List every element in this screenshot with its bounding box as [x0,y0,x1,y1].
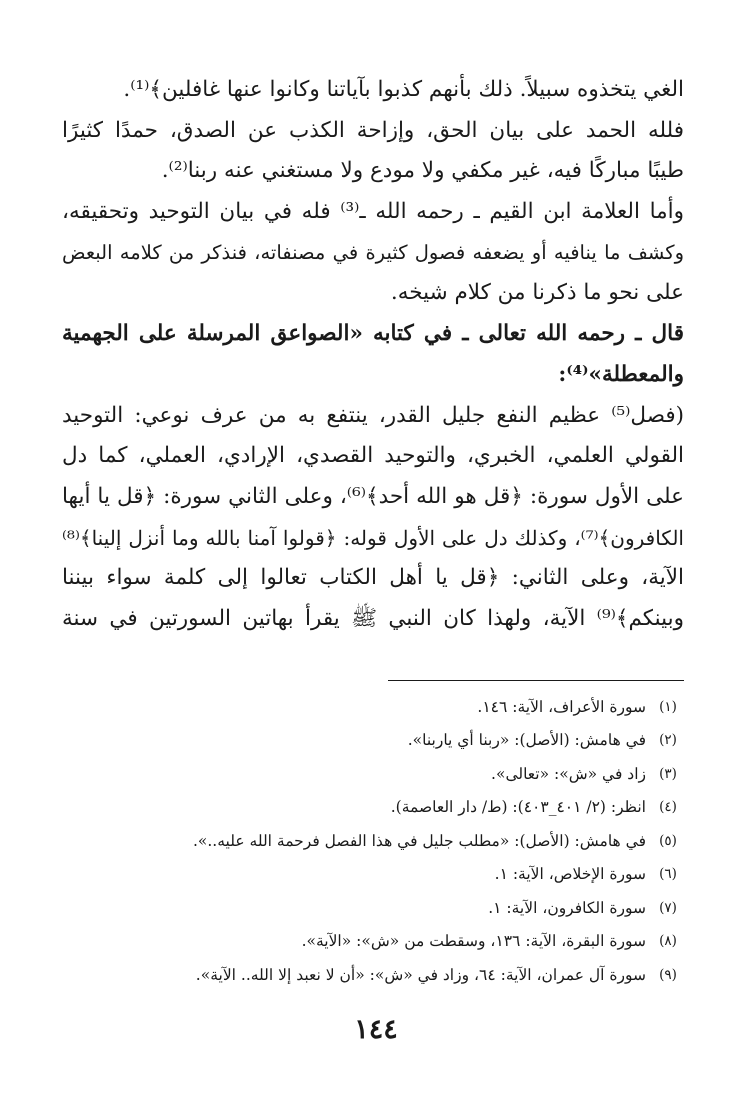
footnote-text: سورة آل عمران، الآية: ٦٤، وزاد في «ش»: «أن لا نعبد إلا الله.. الآية». [195,965,646,984]
text-line: وكشف ما ينافيه أو يضعفه فصول كثيرة في مصنفاته، فنذكر من كلامه البعض [62,240,684,264]
footnote-number: (٢) [659,732,677,749]
footnote-number: (٥) [659,832,677,849]
footnote-item [62,958,684,992]
footnote-number: (١) [659,698,677,715]
footnote-item [62,891,684,925]
footnote-number: (٨) [659,933,677,950]
text-line: فلله الحمد على بيان الحق، وإزاحة الكذب عن الصدق، حمدًا كثيرًا [62,117,684,143]
footnote-item [62,858,684,892]
text-line: (فصل⁽⁵⁾ عظيم النفع جليل القدر، ينتفع به من عرف نوعي: التوحيد [62,402,684,428]
footnote-text: في هامش: (الأصل): «ربنا أي ياربنا». [407,731,646,750]
footnote-text: سورة الإخلاص، الآية: ١. [494,865,646,884]
footnote-item [62,925,684,959]
footnote-text: في هامش: (الأصل): «مطلب جليل في هذا الفصل فرحمة الله عليه..». [192,831,646,850]
text-line: على الأول سورة: ﴿قل هو الله أحد﴾⁽⁶⁾، وعلى الثاني سورة: ﴿قل يا أيها [62,483,684,509]
footnote-number: (٦) [659,866,677,883]
footnote-text: انظر: (٢/ ٤٠١_٤٠٣): (ط/ دار العاصمة). [390,798,646,817]
footnote-number: (٤) [659,799,677,816]
footnote-number: (٣) [659,765,677,782]
text-line: الغي يتخذوه سبيلاً. ذلك بأنهم كذبوا بآياتنا وكانوا عنها غافلين﴾⁽¹⁾. [123,77,684,102]
footnote-item [62,757,684,791]
footnote-item [62,690,684,724]
footnote-text: سورة الأعراف، الآية: ١٤٦. [477,697,646,716]
main-text [62,70,684,640]
text-line: وأما العلامة ابن القيم ـ رحمه الله ـ⁽³⁾ فله في بيان التوحيد وتحقيقه، [62,199,684,225]
footnote-item [62,791,684,825]
page-number: ١٤٤ [354,1014,398,1045]
text-line: قال ـ رحمه الله تعالى ـ في كتابه «الصواعق المرسلة على الجهمية [62,321,684,347]
text-line: والمعطلة»⁽⁴⁾: [558,361,684,387]
footnotes [62,690,684,992]
footnote-item [62,724,684,758]
text-line: القولي العلمي، الخبري، والتوحيد القصدي، الإرادي، العملي، كما دل [62,443,684,469]
footnote-text: زاد في «ش»: «تعالى». [491,764,646,783]
text-line: على نحو ما ذكرنا من كلام شيخه. [390,280,684,306]
text-line: طيبًا مباركًا فيه، غير مكفي ولا مودع ولا مستغني عنه ربنا⁽²⁾. [161,158,684,184]
footnote-separator [388,680,684,681]
text-line: الآية، وعلى الثاني: ﴿قل يا أهل الكتاب تعالوا إلى كلمة سواء بيننا [62,565,684,591]
text-line: وبينكم﴾⁽⁹⁾ الآية، ولهذا كان النبي ﷺ يقرأ بهاتين السورتين في سنة [62,605,684,631]
text-line: الكافرون﴾⁽⁷⁾، وكذلك دل على الأول قوله: ﴿قولوا آمنا بالله وما أنزل إلينا﴾⁽⁸⁾ [62,525,684,550]
footnote-text: سورة البقرة، الآية: ١٣٦، وسقطت من «ش»: «الآية». [301,932,646,951]
footnote-number: (٧) [659,899,677,916]
footnote-number: (٩) [659,966,677,983]
footnote-item [62,824,684,858]
footnote-text: سورة الكافرون، الآية: ١. [488,898,646,917]
